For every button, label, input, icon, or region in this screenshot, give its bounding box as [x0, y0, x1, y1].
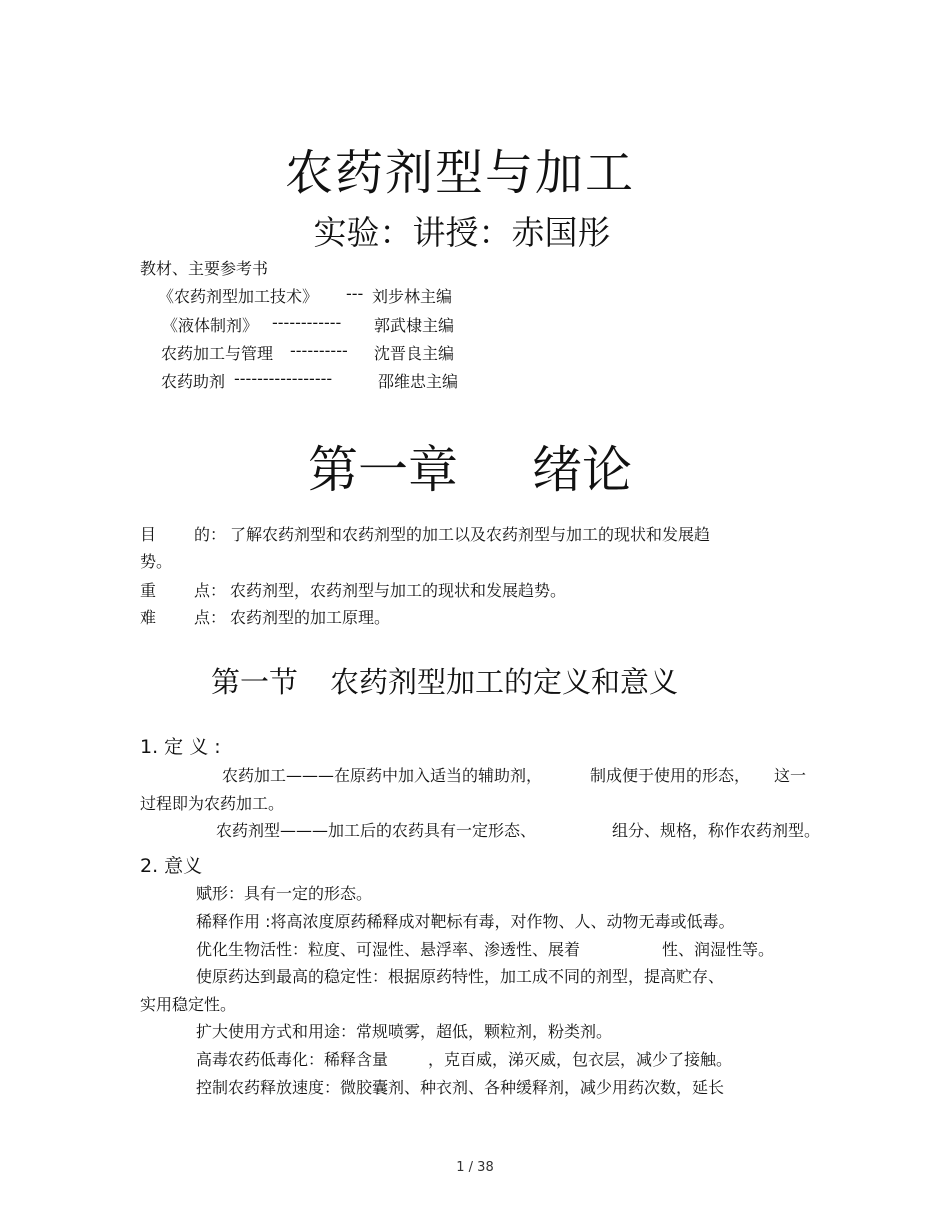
reference-dash: ------------ — [272, 313, 342, 332]
objective-label-b: 的： — [194, 525, 227, 544]
chapter-number: 第一章 — [308, 441, 458, 499]
document-title: 农药剂型与加工 — [284, 145, 635, 201]
meaning-item: 稀释作用 :将高浓度原药稀释成对靶标有毒，对作物、人、动物无毒或低毒。 — [196, 912, 735, 931]
reference-author: 郭武棣主编 — [374, 316, 455, 335]
objective-label-b: 点： — [194, 608, 227, 627]
meaning-item: ，克百威，涕灭威，包衣层，减少了接触。 — [428, 1050, 733, 1069]
definition-paragraph: 组分、规格，称作农药剂型。 — [612, 821, 821, 840]
definition-heading: 1. 定 义 : — [140, 736, 221, 758]
reference-title: 农药助剂 — [161, 372, 226, 391]
reference-author: 沈晋良主编 — [374, 344, 455, 363]
document-subtitle: 实验：讲授：赤国彤 — [313, 213, 611, 252]
definition-paragraph: 制成便于使用的形态， — [590, 766, 751, 785]
page-number: 1 / 38 — [456, 1160, 494, 1175]
meaning-item: 高毒农药低毒化：稀释含量 — [196, 1050, 389, 1069]
objective-label-a: 重 — [140, 581, 157, 600]
section-number: 第一节 — [211, 665, 299, 699]
objective-text: 农药剂型，农药剂型与加工的现状和发展趋势。 — [230, 581, 567, 600]
objective-label-a: 目 — [140, 525, 157, 544]
definition-paragraph: 这一 — [774, 766, 807, 785]
meaning-item: 赋形：具有一定的形态。 — [196, 884, 373, 903]
reference-dash: --- — [346, 284, 364, 303]
definition-paragraph: 农药加工———在原药中加入适当的辅助剂， — [222, 766, 543, 785]
definition-paragraph-continuation: 过程即为农药加工。 — [140, 794, 285, 813]
reference-dash: ---------- — [290, 341, 348, 360]
meaning-item: 扩大使用方式和用途：常规喷雾，超低，颗粒剂，粉类剂。 — [196, 1022, 613, 1041]
objective-label-b: 点： — [194, 581, 227, 600]
references-heading: 教材、主要参考书 — [140, 259, 269, 278]
reference-author: 刘步林主编 — [372, 287, 453, 306]
reference-author: 邵维忠主编 — [378, 372, 459, 391]
meaning-item: 使原药达到最高的稳定性：根据原药特性，加工成不同的剂型，提高贮存、 — [196, 967, 725, 986]
chapter-name: 绪论 — [532, 441, 632, 499]
meaning-heading: 2. 意义 — [140, 855, 203, 877]
objective-text-continuation: 势。 — [140, 552, 173, 571]
meaning-item: 性、润湿性等。 — [662, 940, 775, 959]
reference-dash: ----------------- — [234, 369, 333, 388]
definition-paragraph: 农药剂型———加工后的农药具有一定形态、 — [216, 821, 537, 840]
objective-text: 农药剂型的加工原理。 — [230, 608, 391, 627]
meaning-item: 优化生物活性：粒度、可湿性、悬浮率、渗透性、展着 — [196, 940, 581, 959]
meaning-item-continuation: 实用稳定性。 — [140, 995, 237, 1014]
section-name: 农药剂型加工的定义和意义 — [330, 665, 679, 699]
reference-title: 《液体制剂》 — [162, 316, 259, 335]
meaning-item: 控制农药释放速度：微胶囊剂、种衣剂、各种缓释剂，减少用药次数，延长 — [196, 1078, 725, 1097]
objective-text: 了解农药剂型和农药剂型的加工以及农药剂型与加工的现状和发展趋 — [230, 525, 711, 544]
reference-title: 《农药剂型加工技术》 — [158, 287, 319, 306]
objective-label-a: 难 — [140, 608, 157, 627]
reference-title: 农药加工与管理 — [161, 344, 274, 363]
